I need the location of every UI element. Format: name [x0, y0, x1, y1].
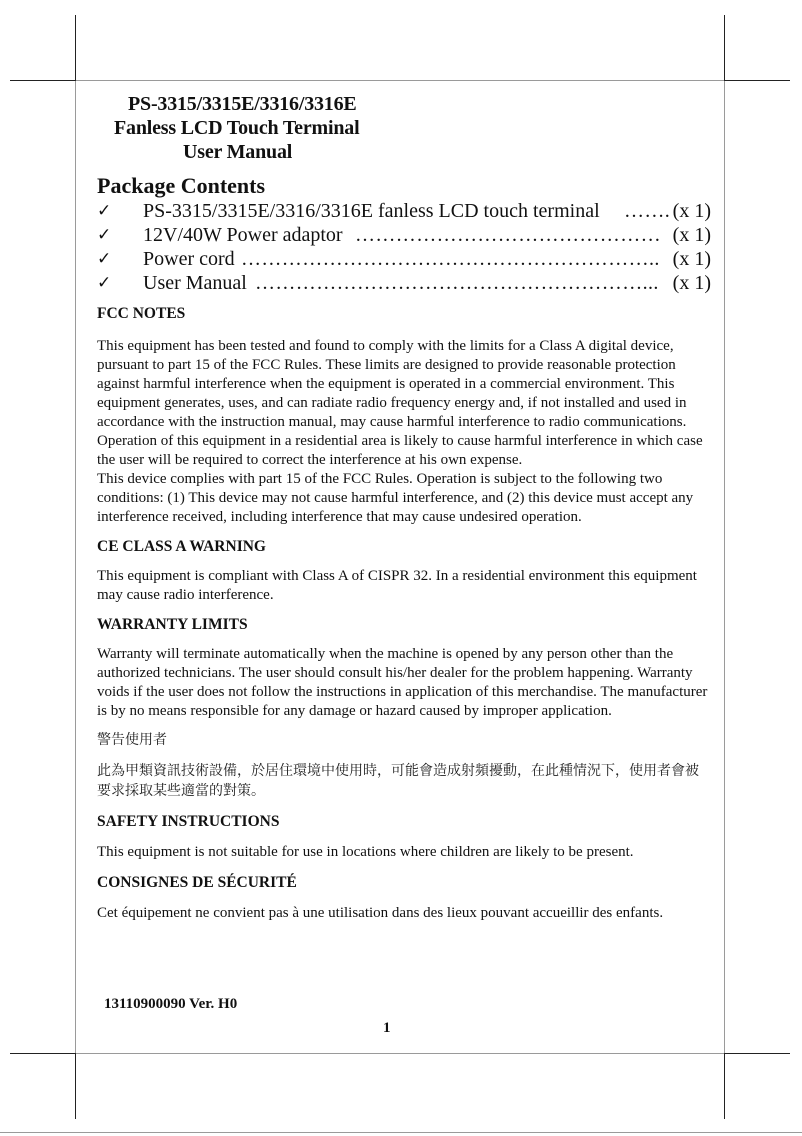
list-item: [97, 271, 713, 295]
crop-mark-top-left-vertical: [75, 15, 76, 81]
fcc-heading: FCC NOTES: [97, 305, 186, 322]
trim-line-top: [76, 80, 724, 81]
package-contents-list: [97, 199, 713, 295]
crop-mark-bottom-right-horizontal: [724, 1053, 790, 1054]
document-version-code: 13110900090 Ver. H0: [104, 996, 238, 1012]
crop-mark-bottom-left-horizontal: [10, 1053, 76, 1054]
package-item-label: 12V/40W Power adaptor: [143, 224, 343, 246]
package-item-label: Power cord: [143, 248, 235, 270]
crop-mark-top-right-vertical: [724, 15, 725, 81]
leader-dots: …….: [624, 200, 670, 222]
fcc-compliance-paragraph: This device complies with part 15 of the FCC Rules. Operation is subject to the following two conditions: (1) This device may not cause harmful interference, and (2) this device must accept any interference received, including interference that may cause undesired operation.: [97, 471, 694, 525]
trim-line-right: [724, 81, 725, 1053]
crop-mark-bottom-left-vertical: [75, 1053, 76, 1119]
checkmark-icon: ✓: [97, 225, 112, 245]
consignes-heading: CONSIGNES DE SÉCURITÉ: [97, 874, 297, 891]
page-number: 1: [383, 1020, 391, 1036]
bottom-edge-line: [0, 1132, 802, 1133]
cjk-warning-heading: 警告使用者: [97, 732, 167, 748]
package-item-label: User Manual: [143, 272, 247, 294]
package-item-quantity: (x 1): [672, 272, 711, 294]
crop-mark-bottom-right-vertical: [724, 1053, 725, 1119]
checkmark-icon: ✓: [97, 249, 112, 269]
warranty-heading: WARRANTY LIMITS: [97, 616, 248, 633]
fcc-paragraph: This equipment has been tested and found to comply with the limits for a Class A digital device, pursuant to part 15 of the FCC Rules. These limits are designed to provide reasonable protection against harmful interference when the equipment is operated in a commercial environment. This equipment generates, uses, and can radiate radio frequency energy and, if not installed and used in accordance with the instruction manual, may cause harmful interference to radio communications. Operation of this equipment in a residential area is likely to cause harmful interference in which case the user will be required to correct the interference at his own expense.: [97, 338, 703, 468]
manual-body: [97, 304, 709, 923]
leader-dots: …………………………………………………...: [255, 272, 659, 294]
package-item-quantity: (x 1): [672, 200, 711, 222]
package-item-quantity: (x 1): [672, 248, 711, 270]
crop-mark-top-left-horizontal: [10, 80, 76, 81]
warranty-paragraph: Warranty will terminate automatically when the machine is opened by any person other than the authorized technicians. The user should consult his/her dealer for the problem happening. Warranty voids if the user does not follow the instructions in application of this merchandise. The manufacturer is by no means responsible for any damage or hazard caused by improper application.: [97, 646, 708, 719]
crop-mark-top-right-horizontal: [724, 80, 790, 81]
document-title: User Manual: [183, 141, 293, 163]
cjk-warning-paragraph: 此為甲類資訊技術設備，於居住環境中使用時，可能會造成射頻擾動，在此種情況下，使用者會被要求採取某些適當的對策。: [97, 763, 699, 799]
checkmark-icon: ✓: [97, 273, 112, 293]
model-title: PS-3315/3315E/3316/3316E: [128, 93, 357, 115]
list-item: [97, 247, 713, 271]
ce-heading: CE CLASS A WARNING: [97, 538, 266, 555]
safety-paragraph: This equipment is not suitable for use in locations where children are likely to be present.: [97, 844, 634, 860]
list-item: [97, 223, 713, 247]
package-item-quantity: (x 1): [672, 224, 711, 246]
leader-dots: ……………………………………………………..: [241, 248, 660, 270]
consignes-paragraph: Cet équipement ne convient pas à une utilisation dans des lieux pouvant accueillir des enfants.: [97, 905, 664, 921]
package-item-label: PS-3315/3315E/3316/3316E fanless LCD touch terminal: [143, 200, 600, 222]
trim-line-bottom: [76, 1053, 724, 1054]
leader-dots: ………………………………………: [355, 224, 661, 246]
ce-paragraph: This equipment is compliant with Class A of CISPR 32. In a residential environment this equipment may cause radio interference.: [97, 568, 697, 603]
package-contents-heading: Package Contents: [97, 173, 266, 198]
trim-line-left: [75, 81, 76, 1053]
product-title: Fanless LCD Touch Terminal: [114, 117, 360, 139]
list-item: [97, 199, 713, 223]
checkmark-icon: ✓: [97, 201, 112, 221]
safety-heading: SAFETY INSTRUCTIONS: [97, 813, 280, 830]
